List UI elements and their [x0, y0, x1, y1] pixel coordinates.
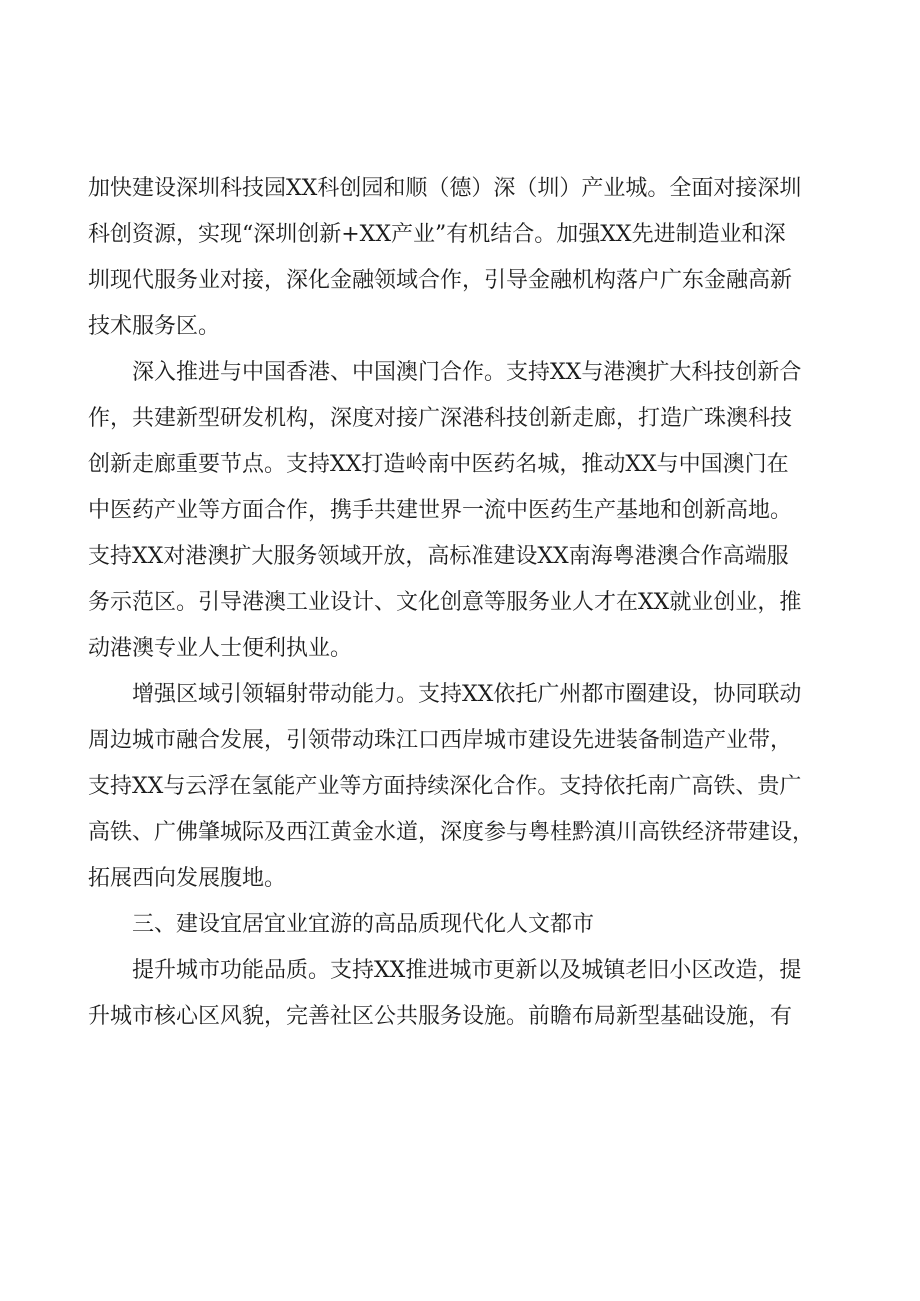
paragraph-urban-quality: [88, 948, 848, 1040]
text-line: 中医药产业等方面合作，携手共建世界一流中医药生产基地和创新高地。: [88, 498, 793, 523]
text-line: 增强区域引领辐射带动能力。支持XX依托广州都市圈建设，协同联动: [132, 682, 802, 707]
text-line: 加快建设深圳科技园XX科创园和顺（德）深（圳）产业城。全面对接深圳: [88, 176, 802, 201]
text-line: 作，共建新型研发机构，深度对接广深港科技创新走廊，打造广珠澳科技: [88, 406, 793, 431]
text-line: 升城市核心区风貌，完善社区公共服务设施。前瞻布局新型基础设施，有: [88, 1004, 793, 1029]
text-line: 务示范区。引导港澳工业设计、文化创意等服务业人才在XX就业创业，推: [88, 590, 802, 615]
section-heading-text: 三、建设宜居宜业宜游的高品质现代化人文都市: [132, 912, 595, 937]
text-line: 提升城市功能品质。支持XX推进城市更新以及城镇老旧小区改造，提: [132, 958, 802, 983]
text-line: 科创资源，实现“深圳创新+XX产业”有机结合。加强XX先进制造业和深: [88, 222, 786, 247]
text-line: 高铁、广佛肇城际及西江黄金水道，深度参与粤桂黔滇川高铁经济带建设，: [88, 820, 815, 845]
text-line: 深入推进与中国香港、中国澳门合作。支持XX与港澳扩大科技创新合: [132, 360, 802, 385]
paragraph-regional-leadership: [88, 672, 848, 902]
text-line: 周边城市融合发展，引领带动珠江口西岸城市建设先进装备制造产业带，: [88, 728, 793, 753]
section-heading: [88, 902, 848, 948]
paragraph-hk-macao-cooperation: [88, 350, 848, 672]
text-line: 支持XX对港澳扩大服务领域开放，高标准建设XX南海粤港澳合作高端服: [88, 544, 789, 569]
text-line: 技术服务区。: [88, 314, 221, 339]
text-line: 支持XX与云浮在氢能产业等方面持续深化合作。支持依托南广高铁、贵广: [88, 774, 802, 799]
paragraph-tech-park: [88, 166, 848, 350]
text-line: 拓展西向发展腹地。: [88, 866, 287, 891]
document-body: [88, 166, 848, 1040]
text-line: 动港澳专业人士便利执业。: [88, 636, 353, 661]
text-line: 圳现代服务业对接，深化金融领域合作，引导金融机构落户广东金融高新: [88, 268, 793, 293]
text-line: 创新走廊重要节点。支持XX打造岭南中医药名城，推动XX与中国澳门在: [88, 452, 789, 477]
